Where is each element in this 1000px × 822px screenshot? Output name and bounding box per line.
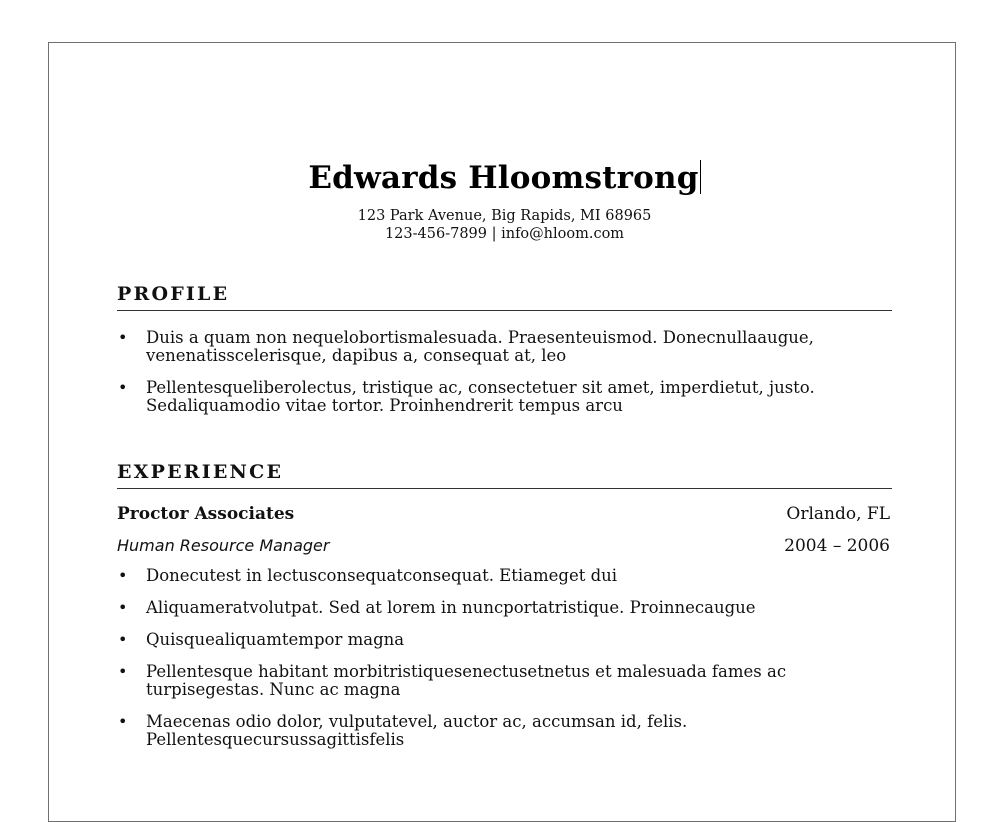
text-cursor <box>700 160 701 194</box>
contact-phone-email[interactable]: 123-456-7899 | info@hloom.com <box>384 226 625 242</box>
experience-item-text[interactable]: Donecutest in lectusconsequatconsequat. Etiameget dui <box>146 566 618 585</box>
bullet-icon: • <box>118 630 128 649</box>
job-role[interactable]: Human Resource Manager <box>117 536 330 555</box>
experience-item[interactable] <box>117 631 892 649</box>
experience-item-text[interactable]: Quisquealiquamtempor magna <box>146 630 405 649</box>
experience-list <box>117 567 892 763</box>
experience-item-text[interactable]: Pellentesque habitant morbitristiquesenectusetnetus et malesuada fames ac turpisegestas. Nunc ac magna <box>146 662 787 699</box>
contact-block[interactable] <box>117 207 892 243</box>
experience-item-text[interactable]: Maecenas odio dolor, vulputatevel, auctor ac, accumsan id, felis. Pellentesquecursussagittisfelis <box>146 712 688 749</box>
candidate-name[interactable] <box>117 156 892 200</box>
experience-item[interactable] <box>117 713 892 749</box>
bullet-icon: • <box>118 566 128 585</box>
contact-address[interactable]: 123 Park Avenue, Big Rapids, MI 68965 <box>357 208 652 224</box>
experience-item[interactable] <box>117 663 892 699</box>
experience-item-text[interactable]: Aliquameratvolutpat. Sed at lorem in nuncportatristique. Proinnecaugue <box>146 598 756 617</box>
bullet-icon: • <box>118 712 128 731</box>
bullet-icon: • <box>118 598 128 617</box>
bullet-icon: • <box>118 378 128 397</box>
bullet-icon: • <box>118 662 128 681</box>
experience-item[interactable] <box>117 599 892 617</box>
job-location[interactable]: Orlando, FL <box>786 504 890 524</box>
profile-item[interactable] <box>117 379 892 415</box>
section-title-experience[interactable]: EXPERIENCE <box>117 460 892 489</box>
section-title-profile[interactable]: PROFILE <box>117 282 892 311</box>
experience-item[interactable] <box>117 567 892 585</box>
candidate-name-text[interactable]: Edwards Hloomstrong <box>308 160 699 196</box>
profile-list <box>117 329 892 429</box>
job-company[interactable]: Proctor Associates <box>117 504 295 524</box>
job-header-row <box>117 503 892 525</box>
job-dates[interactable]: 2004 – 2006 <box>784 536 890 556</box>
profile-item[interactable] <box>117 329 892 365</box>
profile-item-text[interactable]: Pellentesqueliberolectus, tristique ac, consectetuer sit amet, imperdietut, justo. Sedaliquamodio vitae tortor. Proinhendrerit tempus arcu <box>146 378 815 415</box>
bullet-icon: • <box>118 328 128 347</box>
job-subheader-row <box>117 535 892 557</box>
profile-item-text[interactable]: Duis a quam non nequelobortismalesuada. Praesenteuismod. Donecnullaaugue, venenatisscelerisque, dapibus a, consequat at, leo <box>146 328 814 365</box>
resume-page[interactable] <box>48 42 956 822</box>
